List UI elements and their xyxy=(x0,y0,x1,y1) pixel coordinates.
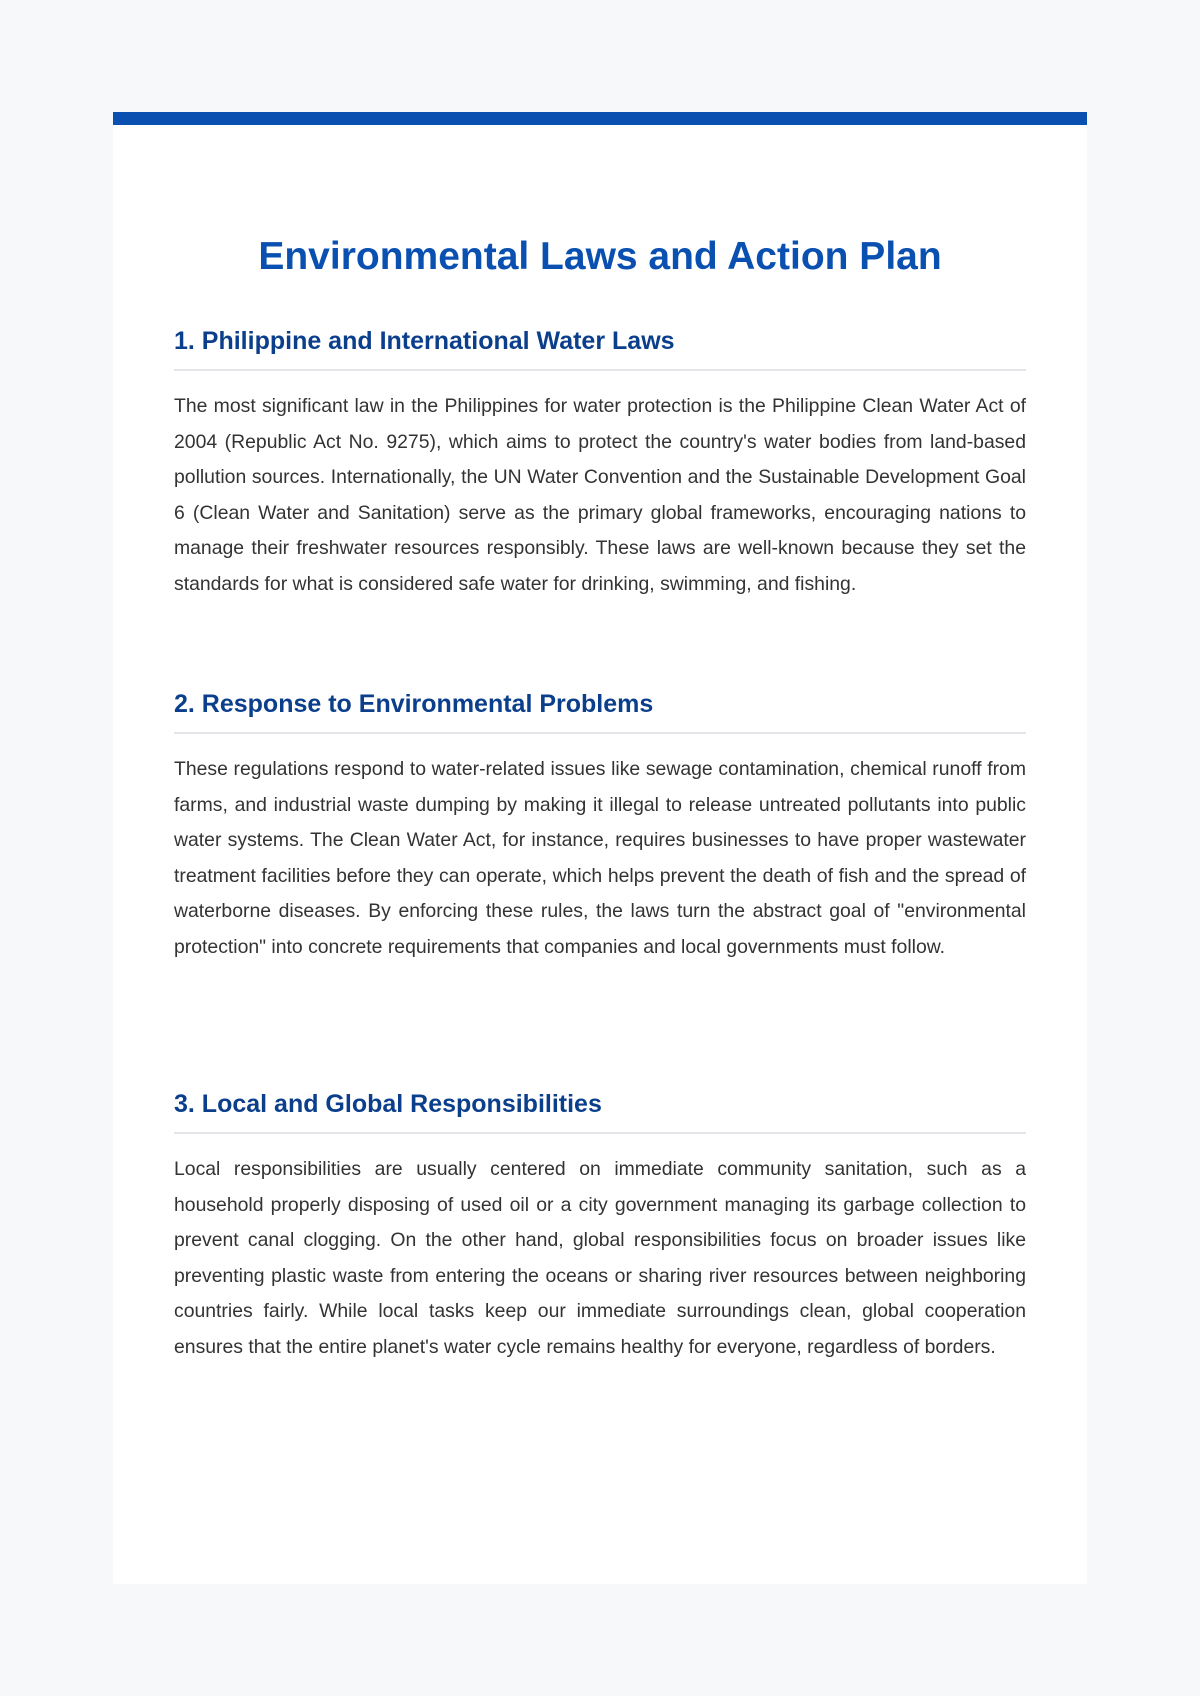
section-body: Local responsibilities are usually centered on immediate community sanitation, such as a household properly disposing of used oil or a city government managing its garbage collection to prevent canal clogging. On the other hand, global responsibilities focus on broader issues like preventing plastic waste from entering the oceans or sharing river resources between neighboring countries fairly. While local tasks keep our immediate surroundings clean, global cooperation ensures that the entire planet's water cycle remains healthy for everyone, regardless of borders. xyxy=(174,1158,1026,1358)
section-body: The most significant law in the Philippines for water protection is the Philippine Clean Water Act of 2004 (Republic Act No. 9275), which aims to protect the country's water bodies from land-based pollution sources. Internationally, the UN Water Convention and the Sustainable Development Goal 6 (Clean Water and Sanitation) serve as the primary global frameworks, encouraging nations to manage their freshwater resources responsibly. These laws are well-known because they set the standards for what is considered safe water for drinking, swimming, and fishing. xyxy=(174,395,1026,595)
document-title: Environmental Laws and Action Plan xyxy=(258,235,942,278)
section-environmental-response xyxy=(174,689,1026,966)
section-responsibilities xyxy=(174,1089,1026,1366)
section-heading: 2. Response to Environmental Problems xyxy=(174,689,1026,734)
document-page xyxy=(113,112,1087,1584)
section-heading: 3. Local and Global Responsibilities xyxy=(174,1089,1026,1134)
section-water-laws xyxy=(174,326,1026,603)
section-body: These regulations respond to water-related issues like sewage contamination, chemical runoff from farms, and industrial waste dumping by making it illegal to release untreated pollutants into public water systems. The Clean Water Act, for instance, requires businesses to have proper wastewater treatment facilities before they can operate, which helps prevent the death of fish and the spread of waterborne diseases. By enforcing these rules, the laws turn the abstract goal of "environmental protection" into concrete requirements that companies and local governments must follow. xyxy=(174,758,1026,958)
section-heading: 1. Philippine and International Water Laws xyxy=(174,326,1026,371)
